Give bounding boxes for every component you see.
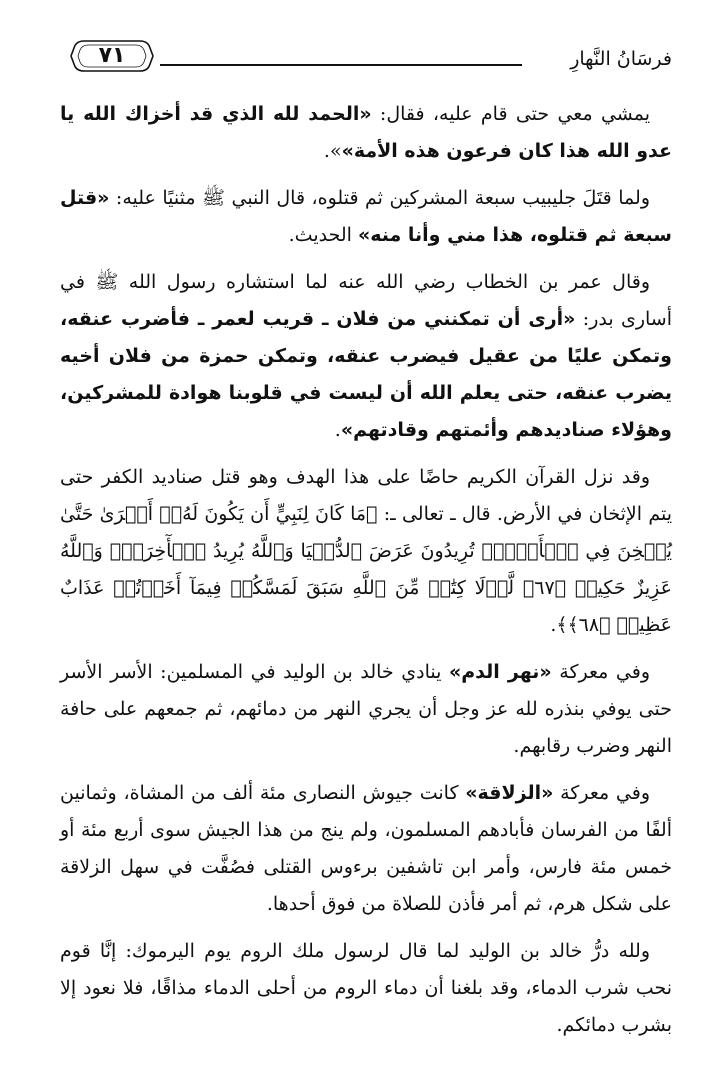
paragraph-text: ولله درُّ خالد بن الوليد لما قال لرسول ملك الروم يوم اليرموك: إنَّا قوم نحب شرب الدماء، وقد بلغنا أن دماء الروم من أحلى الدماء مذاقًا، فلا نعود إلا بشرب دمائكم. (60, 940, 672, 1036)
page-number-frame (70, 38, 154, 74)
paragraph-text: ولما قتَلَ جليبيب سبعة المشركين ثم قتلوه، قال النبي ﷺ مثنيًا عليه: (109, 187, 650, 209)
page-number: ٧١ (98, 43, 126, 68)
paragraph-text: وفي معركة (551, 661, 651, 683)
paragraph-1 (60, 96, 672, 170)
paragraph-text: كانت جيوش النصارى مئة ألف من المشاة، وثمانين ألفًا من الفرسان فأبادهم المسلمون، ولم ينج من هذا الجيش سوى أربع مئة أو خمس مئة فارس، وأمر ابن تاشفين برءوس القتلى فصُفَّت في سهل الزلاقة على شكل هرم، ثم أمر فأذن للصلاة من فوق أحدها. (60, 782, 672, 915)
quran-verse: ﴿مَا كَانَ لِنَبِيٍّ أَن يَكُونَ لَهُۥٓ أَسۡرَىٰ حَتَّىٰ يُثۡخِنَ فِي ٱلۡأَرۡضِۚ تُرِيدُونَ عَرَضَ ٱلدُّنۡيَا وَٱللَّهُ يُرِيدُ ٱلۡأٓخِرَةَۗ وَٱللَّهُ عَزِيزٌ حَكِيمٞ ﴿٦٧﴾ لَّوۡلَا كِتَٰبٞ مِّنَ ٱللَّهِ سَبَقَ لَمَسَّكُمۡ فِيمَآ أَخَذۡتُمۡ عَذَابٌ عَظِيمٞ ﴿٦٨﴾﴾ (60, 503, 672, 636)
quotation: «الحمد لله الذي قد أخزاك الله يا عدو الله هذا كان فرعون هذه الأمة» (60, 103, 672, 162)
paragraph-text: وقال عمر بن الخطاب رضي الله عنه لما استشاره رسول الله ﷺ في أسارى بدر: (60, 271, 673, 330)
paragraph-7 (60, 933, 672, 1044)
battle-name: «نهر الدم» (448, 661, 552, 683)
paragraph-text: وقد نزل القرآن الكريم حاضًا على هذا الهدف وهو قتل صناديد الكفر حتى يتم الإثخان في الأرض. قال ـ تعالى ـ: (60, 466, 672, 525)
quotation: «أرى أن تمكنني من فلان ـ قريب لعمر ـ فأضرب عنقه، وتمكن عليًا من عقيل فيضرب عنقه، وتمكن حمزة من فلان أخيه يضرب عنقه، حتى يعلم الله أن ليست في قلوبنا هوادة للمشركين، وهؤلاء صناديدهم وأئمتهم وقادتهم» (60, 308, 672, 441)
book-title: فرسَانُ النَّهارِ (570, 48, 672, 70)
paragraph-2 (60, 180, 672, 254)
paragraph-text: . (550, 614, 557, 636)
paragraph-5 (60, 654, 672, 765)
paragraph-text: ينادي خالد بن الوليد في المسلمين: الأسر الأسر حتى يوفي بنذره لله عز وجل أن يجري النهر من دمائهم، ثم جمعهم على حافة النهر وضرب رقابهم. (60, 661, 672, 757)
paragraph-4 (60, 459, 672, 644)
paragraph-6 (60, 775, 672, 923)
paragraph-3 (60, 264, 672, 449)
paragraph-text: الحديث. (288, 224, 358, 246)
paragraph-text: يمشي معي حتى قام عليه، فقال: (371, 103, 651, 125)
paragraph-text: . (334, 419, 341, 441)
page-body (60, 96, 672, 1054)
paragraph-text: ». (323, 140, 342, 162)
battle-name: «الزلاقة» (465, 782, 554, 804)
header-rule (160, 64, 522, 66)
hadith-quote: «قتل سبعة ثم قتلوه، هذا مني وأنا منه» (60, 187, 672, 246)
paragraph-text: وفي معركة (553, 782, 650, 804)
page-header (60, 34, 672, 78)
